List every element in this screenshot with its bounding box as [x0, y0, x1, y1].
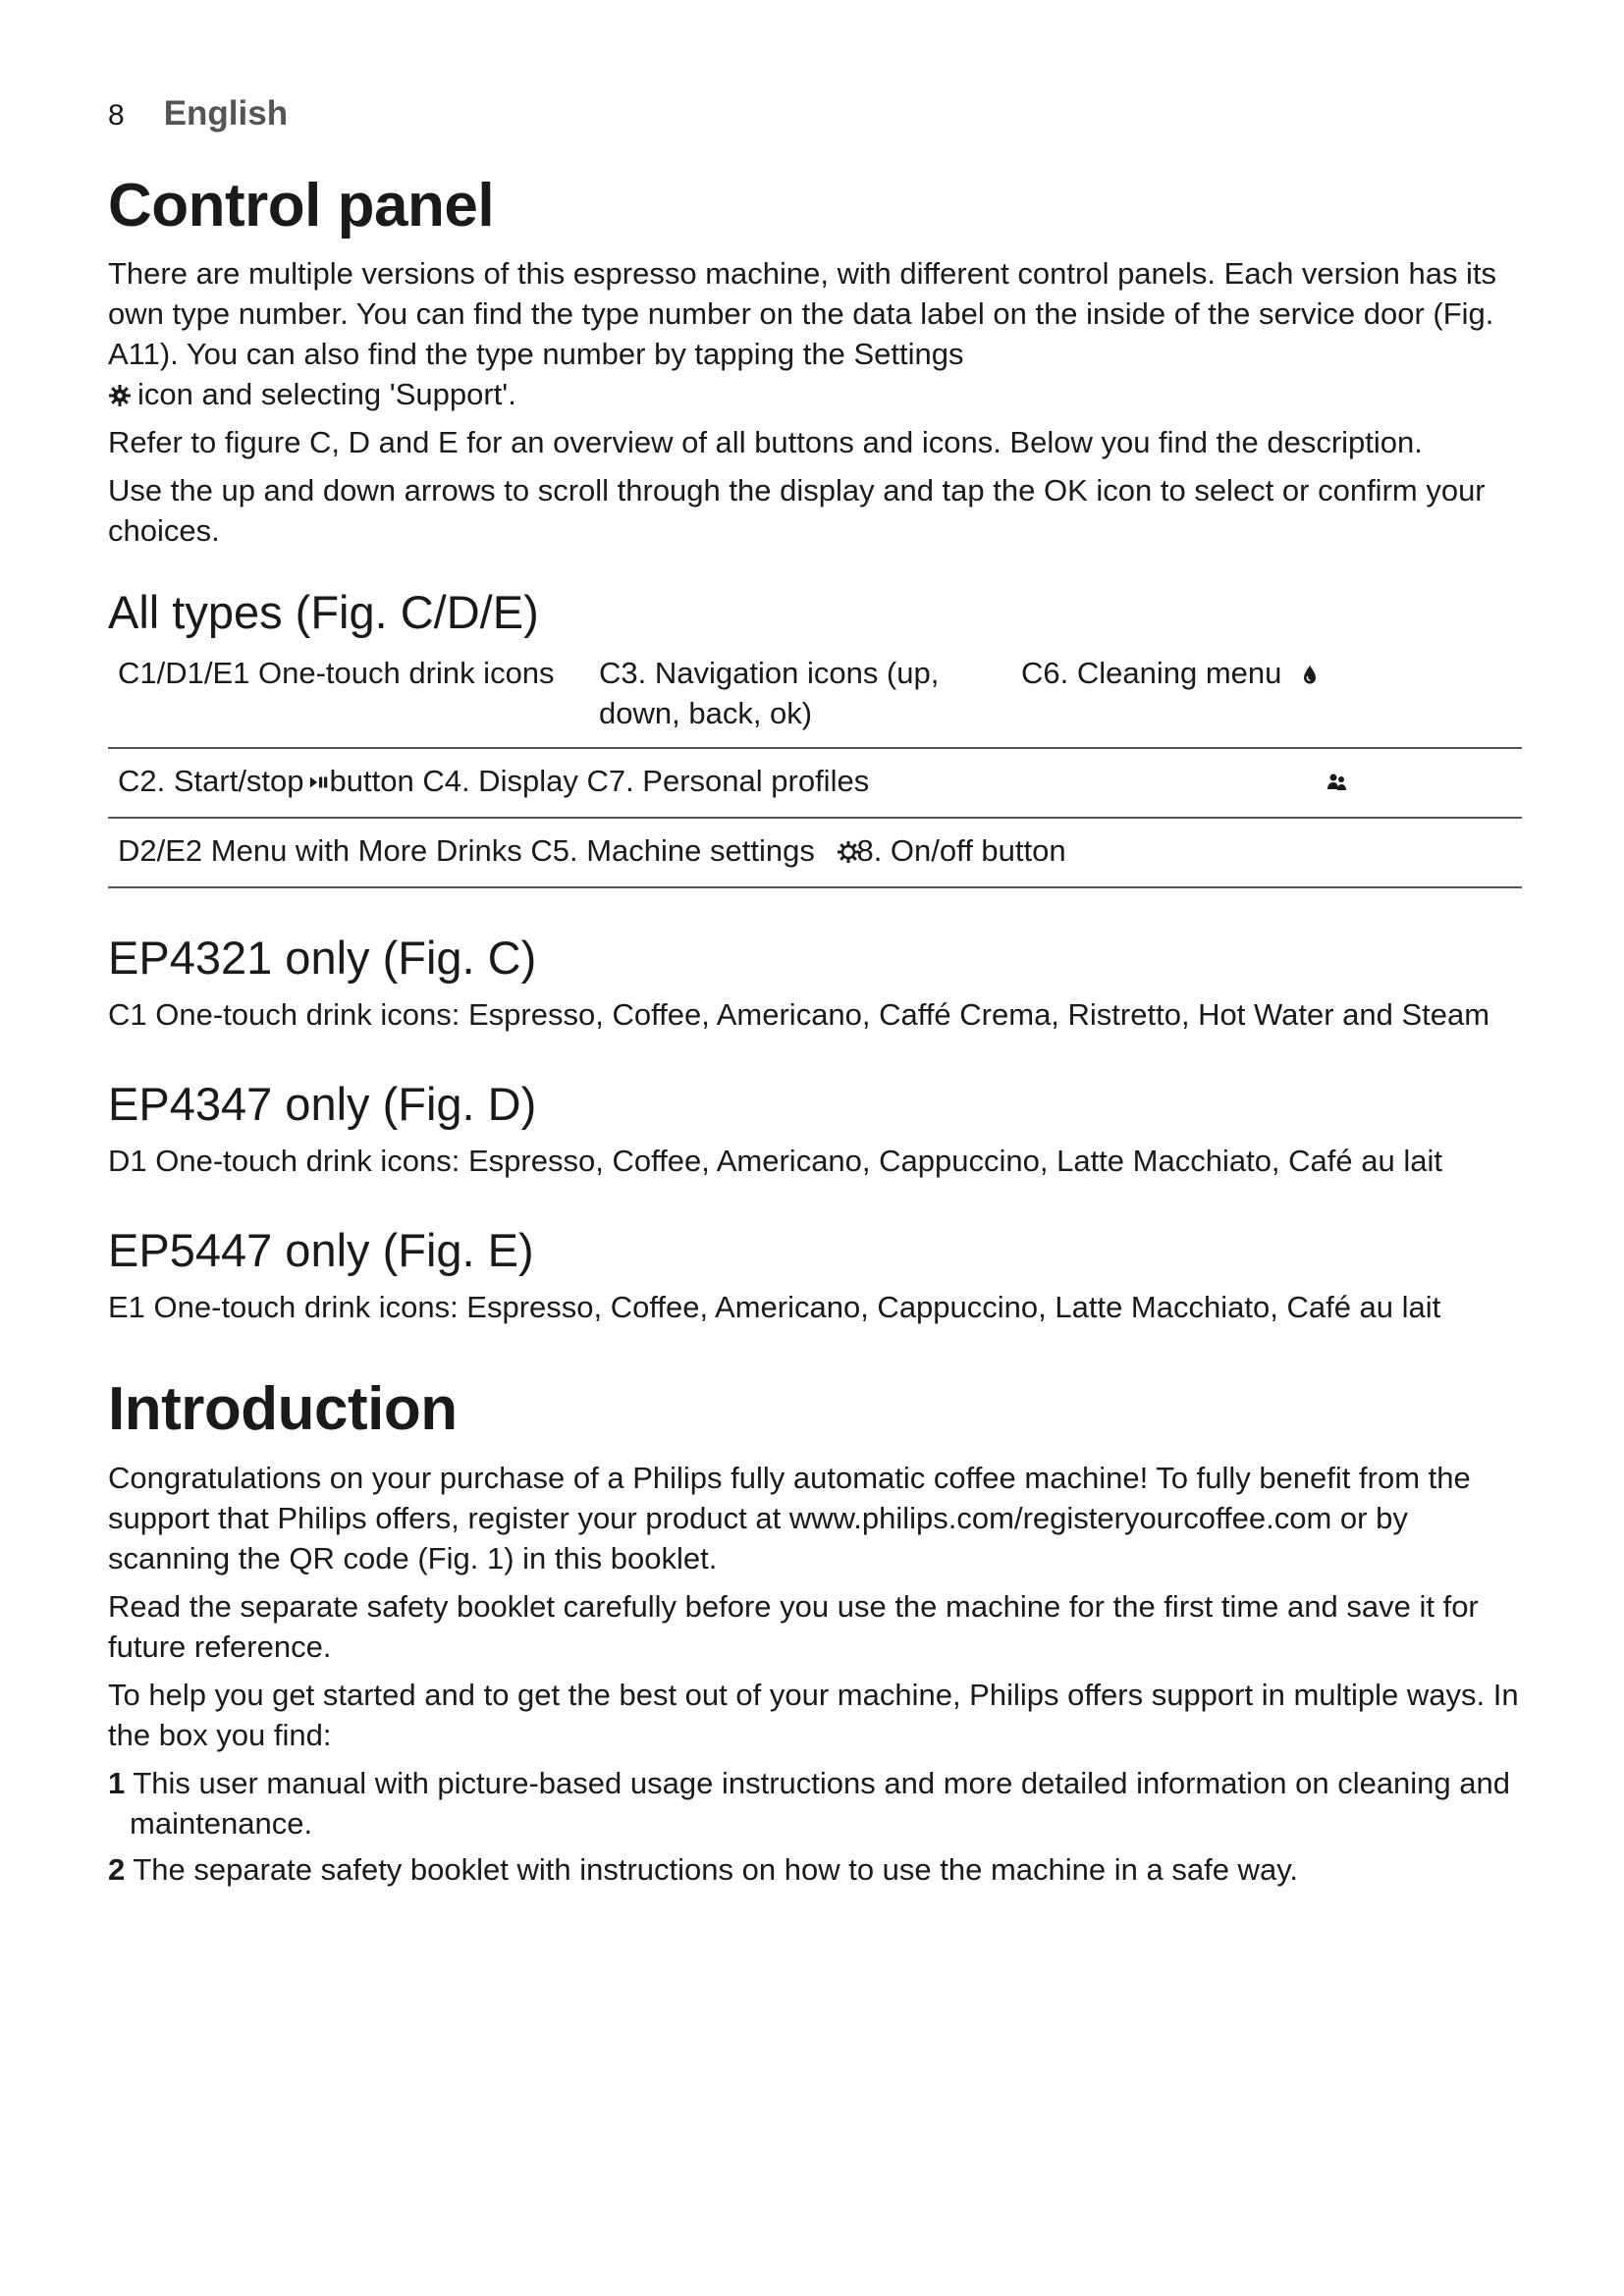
page-number: 8: [108, 99, 125, 132]
control-panel-para1: [108, 253, 1522, 414]
list-item-number: 1: [108, 1765, 126, 1800]
start-stop-label: C2. Start/stop: [118, 764, 304, 799]
control-panel-para1-a: There are multiple versions of this espresso machine, with different control panels. Each version has its own type number. You can find the type number on the data label on the inside of the service door (Fig. A11). You can also find the type number by tapping the Settings: [108, 256, 1497, 372]
table-row: [108, 748, 1522, 818]
control-panel-para3: Use the up and down arrows to scroll through the display and tap the OK icon to select or confirm your choices.: [108, 473, 1486, 549]
table-cell: C3. Navigation icons (up, down, back, ok): [599, 656, 940, 731]
page-header: [108, 94, 1522, 145]
list-item-text: This user manual with picture-based usage instructions and more detailed information on cleaning and maintenance.: [130, 1765, 1511, 1841]
ep4347-heading: EP4347 only (Fig. D): [108, 1078, 537, 1131]
control-panel-para2: Refer to figure C, D and E for an overview of all buttons and icons. Below you find the description.: [108, 425, 1423, 460]
list-item: [108, 1849, 1522, 1890]
all-types-section: [108, 586, 1522, 888]
ep4321-section: [108, 932, 1522, 1035]
list-item-text: The separate safety booklet with instructions on how to use the machine in a safe way.: [133, 1851, 1299, 1887]
introduction-title: Introduction: [108, 1375, 458, 1444]
table-row: [108, 818, 1522, 887]
table-cell: [1011, 649, 1522, 748]
table-cell: [1011, 748, 1522, 818]
table-cell: [108, 818, 1522, 887]
all-types-heading: All types (Fig. C/D/E): [108, 586, 539, 639]
profiles-icon: [1326, 771, 1349, 794]
language-label: English: [163, 94, 289, 133]
manual-page: [108, 94, 1522, 1896]
cleaning-menu-label: C6. Cleaning menu: [1021, 656, 1282, 691]
table-row: [108, 649, 1522, 748]
ep5447-section: [108, 1224, 1522, 1327]
ep4347-section: [108, 1078, 1522, 1181]
introduction-para1: Congratulations on your purchase of a Philips fully automatic coffee machine! To fully benefit from the support that Philips offers, register your product at www.philips.com/registeryourcoffee.com or by scanning the QR code (Fig. 1) in this booklet.: [108, 1460, 1471, 1575]
list-item: [108, 1763, 1522, 1843]
table-cell: C1/D1/E1 One-touch drink icons: [118, 656, 555, 691]
play-pause-icon: [308, 771, 330, 794]
on-off-label: 8. On/off button: [856, 833, 1066, 869]
introduction-section: [108, 1376, 1522, 1889]
ep4321-text: C1 One-touch drink icons: Espresso, Coffee, Americano, Caffé Crema, Ristretto, Hot Water and Steam: [108, 997, 1490, 1033]
ep4321-heading: EP4321 only (Fig. C): [108, 932, 537, 985]
list-item-number: 2: [108, 1851, 126, 1887]
gear-icon: [108, 384, 132, 407]
control-panel-title: Control panel: [108, 172, 495, 240]
introduction-para3: To help you get started and to get the best out of your machine, Philips offers support in multiple ways. In the box you find:: [108, 1677, 1519, 1752]
start-stop-rest: button C4. Display C7. Personal profiles: [329, 764, 870, 799]
table-cell: [108, 748, 1011, 818]
all-types-table: [108, 649, 1522, 888]
ep4347-text: D1 One-touch drink icons: Espresso, Coffee, Americano, Cappuccino, Latte Macchiato, Café au lait: [108, 1144, 1442, 1179]
ep5447-text: E1 One-touch drink icons: Espresso, Coffee, Americano, Cappuccino, Latte Macchiato, Café au lait: [108, 1290, 1441, 1325]
control-panel-para1-b: icon and selecting 'Support'.: [137, 377, 516, 412]
ep5447-heading: EP5447 only (Fig. E): [108, 1224, 534, 1277]
drop-icon: [1298, 663, 1322, 686]
introduction-para2: Read the separate safety booklet carefully before you use the machine for the first time and save it for future reference.: [108, 1588, 1479, 1664]
machine-settings-label: D2/E2 Menu with More Drinks C5. Machine settings: [118, 833, 815, 869]
